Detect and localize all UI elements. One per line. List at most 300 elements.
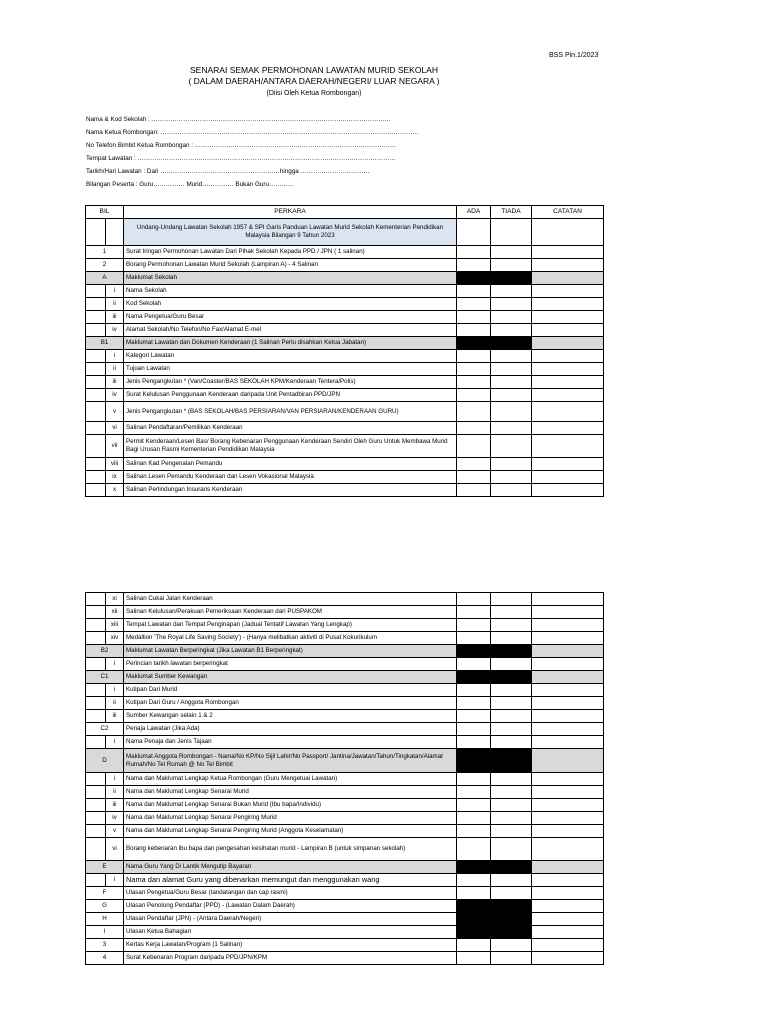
catatan-cell[interactable] bbox=[532, 458, 604, 471]
row-sub-number: ix bbox=[106, 471, 124, 484]
row-perkara: Kertas Kerja Lawatan/Program (1 Salinan) bbox=[124, 939, 457, 952]
catatan-cell[interactable] bbox=[532, 619, 604, 632]
table-row bbox=[86, 471, 604, 484]
table-row bbox=[86, 939, 604, 952]
ada-checkbox[interactable] bbox=[457, 259, 491, 272]
row-perkara: Maklumat Sekolah bbox=[124, 272, 457, 285]
catatan-cell[interactable] bbox=[532, 926, 604, 939]
row-bil bbox=[86, 736, 106, 749]
table-row bbox=[86, 389, 604, 402]
table-row bbox=[86, 337, 604, 350]
table-row bbox=[86, 786, 604, 799]
ada-checkbox[interactable] bbox=[457, 606, 491, 619]
ada-checkbox[interactable] bbox=[457, 658, 491, 671]
row-perkara: Undang-Undang Lawatan Sekolah 1957 & SPI Garis Panduan Lawatan Murid Sekolah Kementerian Pendidikan Malaysia Bilangan 9 Tahun 2023 bbox=[124, 219, 457, 246]
row-bil bbox=[86, 812, 106, 825]
tiada-checkbox[interactable] bbox=[491, 593, 532, 606]
row-sub-number: xiii bbox=[106, 619, 124, 632]
row-perkara: Penaja Lawatan (Jika Ada) bbox=[124, 723, 457, 736]
catatan-cell[interactable] bbox=[532, 697, 604, 710]
row-perkara: Ulasan Pengetua/Guru Besar (tandatangan dan cap rasmi) bbox=[124, 887, 457, 900]
ada-checkbox[interactable] bbox=[457, 376, 491, 389]
row-sub-number: i bbox=[106, 773, 124, 786]
row-perkara: Salinan Pendaftaran/Pemilikan Kenderaan bbox=[124, 422, 457, 435]
tiada-checkbox[interactable] bbox=[491, 632, 532, 645]
row-perkara: Nama Sekolah bbox=[124, 285, 457, 298]
table-row bbox=[86, 799, 604, 812]
row-sub-number: v bbox=[106, 402, 124, 422]
tiada-checkbox[interactable] bbox=[491, 939, 532, 952]
row-perkara: Surat Iringan Permohonan Lawatan Dari Pihak Sekolah Kepada PPD / JPN ( 1 salinan) bbox=[124, 246, 457, 259]
ada-checkbox[interactable] bbox=[457, 363, 491, 376]
catatan-cell[interactable] bbox=[532, 838, 604, 861]
tiada-checkbox[interactable] bbox=[491, 838, 532, 861]
header-tiada: TIADA bbox=[491, 206, 532, 219]
catatan-cell[interactable] bbox=[532, 389, 604, 402]
row-bil bbox=[86, 773, 106, 786]
row-perkara: Jenis Pengangkutan * (BAS SEKOLAH/BAS PERSIARAN/VAN PERSIARAN/KENDERAAN GURU) bbox=[124, 402, 457, 422]
row-perkara: Kutipan Dari Guru / Anggota Rombongan bbox=[124, 697, 457, 710]
catatan-cell[interactable] bbox=[532, 593, 604, 606]
row-bil bbox=[86, 324, 106, 337]
table-row bbox=[86, 593, 604, 606]
catatan-cell[interactable] bbox=[532, 710, 604, 723]
row-perkara: Tujuan Lawatan bbox=[124, 363, 457, 376]
table-row bbox=[86, 422, 604, 435]
row-sub-number: vi bbox=[106, 838, 124, 861]
ada-checkbox[interactable] bbox=[457, 887, 491, 900]
row-sub-number: i bbox=[106, 684, 124, 697]
row-sub-number: i bbox=[106, 658, 124, 671]
info-leader: Nama Ketua Rombongan: …………………………………………………………………………………………………………… bbox=[86, 129, 419, 136]
row-perkara: Maklumat Lawatan Berperingkat (Jika Lawatan B1 Berperingkat) bbox=[124, 645, 457, 658]
table-row bbox=[86, 402, 604, 422]
table-row bbox=[86, 350, 604, 363]
ada-checkbox[interactable] bbox=[457, 402, 491, 422]
row-bil bbox=[86, 710, 106, 723]
ada-checkbox[interactable] bbox=[457, 786, 491, 799]
catatan-cell[interactable] bbox=[532, 952, 604, 965]
tiada-checkbox[interactable] bbox=[491, 697, 532, 710]
catatan-cell[interactable] bbox=[532, 350, 604, 363]
row-bil: 1 bbox=[86, 246, 124, 259]
row-perkara: Salinan Kad Pengenalan Pemandu bbox=[124, 458, 457, 471]
tiada-checkbox bbox=[491, 900, 532, 913]
catatan-cell[interactable] bbox=[532, 422, 604, 435]
tiada-checkbox[interactable] bbox=[491, 363, 532, 376]
row-bil bbox=[86, 619, 106, 632]
catatan-cell[interactable] bbox=[532, 285, 604, 298]
row-sub-number: xiv bbox=[106, 632, 124, 645]
form-title: SENARAI SEMAK PERMOHONAN LAWATAN MURID SEKOLAH bbox=[190, 65, 438, 75]
row-sub-number: i bbox=[106, 874, 124, 887]
table-row bbox=[86, 458, 604, 471]
ada-checkbox bbox=[457, 671, 491, 684]
info-participants: Bilangan Peserta : Guru…………… Murid…………… Bukan Guru………… bbox=[86, 181, 295, 188]
row-perkara: Nama dan alamat Guru yang dibenarkan memungut dan menggunakan wang bbox=[124, 874, 457, 887]
form-reference: BSS Pin.1/2023 bbox=[549, 52, 599, 59]
info-place: Tempat Lawatan : …………………………………………………………………………………………………………… bbox=[86, 155, 396, 162]
ada-checkbox[interactable] bbox=[457, 632, 491, 645]
row-perkara: Nama Guru Yang Di Lantik Mengutip Bayaran bbox=[124, 861, 457, 874]
ada-checkbox[interactable] bbox=[457, 471, 491, 484]
catatan-cell[interactable] bbox=[532, 402, 604, 422]
table-row bbox=[86, 311, 604, 324]
row-bil bbox=[86, 376, 106, 389]
row-perkara: Maklumat Lawatan dan Dokumen Kenderaan (1 Salinan Perlu disahkan Ketua Jabatan) bbox=[124, 337, 457, 350]
row-sub-number: i bbox=[106, 736, 124, 749]
ada-checkbox[interactable] bbox=[457, 952, 491, 965]
row-sub-number: ii bbox=[106, 697, 124, 710]
row-bil bbox=[86, 825, 106, 838]
ada-checkbox[interactable] bbox=[457, 458, 491, 471]
row-bil bbox=[86, 402, 106, 422]
row-bil bbox=[86, 799, 106, 812]
row-sub-number: ii bbox=[106, 363, 124, 376]
row-perkara: Salinan Lesen Pemandu Kenderaan dan Lesen Vokasional Malaysia bbox=[124, 471, 457, 484]
row-perkara: Perincian tarikh lawatan berperingkat bbox=[124, 658, 457, 671]
row-perkara: Sumber Kewangan selain 1 & 2 bbox=[124, 710, 457, 723]
catatan-cell[interactable] bbox=[532, 435, 604, 458]
row-sub-number: xii bbox=[106, 606, 124, 619]
tiada-checkbox[interactable] bbox=[491, 658, 532, 671]
catatan-cell[interactable] bbox=[532, 471, 604, 484]
catatan-cell[interactable] bbox=[532, 219, 604, 246]
table-row bbox=[86, 773, 604, 786]
tiada-checkbox[interactable] bbox=[491, 324, 532, 337]
catatan-cell[interactable] bbox=[532, 671, 604, 684]
ada-checkbox[interactable] bbox=[457, 298, 491, 311]
row-bil: C1 bbox=[86, 671, 124, 684]
catatan-cell[interactable] bbox=[532, 632, 604, 645]
row-sub-number: ii bbox=[106, 786, 124, 799]
ada-checkbox[interactable] bbox=[457, 825, 491, 838]
row-perkara: Maklumat Sumber Kewangan bbox=[124, 671, 457, 684]
table-row bbox=[86, 376, 604, 389]
ada-checkbox[interactable] bbox=[457, 939, 491, 952]
tiada-checkbox[interactable] bbox=[491, 458, 532, 471]
ada-checkbox[interactable] bbox=[457, 593, 491, 606]
tiada-checkbox bbox=[491, 913, 532, 926]
row-bil bbox=[86, 786, 106, 799]
table-row bbox=[86, 272, 604, 285]
ada-checkbox[interactable] bbox=[457, 246, 491, 259]
catatan-cell[interactable] bbox=[532, 874, 604, 887]
info-phone: No Telefon Bimbit Ketua Rombongan : …………………………………………………………………………………… bbox=[86, 142, 397, 149]
catatan-cell[interactable] bbox=[532, 246, 604, 259]
tiada-checkbox[interactable] bbox=[491, 389, 532, 402]
row-bil bbox=[86, 219, 106, 246]
row-perkara: Nama Pengetua/Guru Besar bbox=[124, 311, 457, 324]
tiada-checkbox[interactable] bbox=[491, 606, 532, 619]
row-bil: E bbox=[86, 861, 124, 874]
checklist-table-2 bbox=[85, 592, 604, 965]
row-bil bbox=[86, 350, 106, 363]
tiada-checkbox[interactable] bbox=[491, 435, 532, 458]
row-bil: B2 bbox=[86, 645, 124, 658]
table-row bbox=[86, 298, 604, 311]
tiada-checkbox[interactable] bbox=[491, 952, 532, 965]
tiada-checkbox[interactable] bbox=[491, 799, 532, 812]
tiada-checkbox[interactable] bbox=[491, 812, 532, 825]
table-row bbox=[86, 259, 604, 272]
row-perkara: Nama dan Maklumat Lengkap Ketua Rombongan (Guru Mengetuai Lawatan) bbox=[124, 773, 457, 786]
catatan-cell[interactable] bbox=[532, 913, 604, 926]
tiada-checkbox[interactable] bbox=[491, 723, 532, 736]
table-row bbox=[86, 324, 604, 337]
tiada-checkbox[interactable] bbox=[491, 736, 532, 749]
row-perkara: Ulasan Penolong Pendaftar (PPD) - (Lawatan Dalam Daerah) bbox=[124, 900, 457, 913]
tiada-checkbox[interactable] bbox=[491, 350, 532, 363]
catatan-cell[interactable] bbox=[532, 311, 604, 324]
tiada-checkbox[interactable] bbox=[491, 471, 532, 484]
info-date: Tarikh/Hari Lawatan : Dari …………………………………………………hingga …………………………… bbox=[86, 168, 370, 175]
catatan-cell[interactable] bbox=[532, 645, 604, 658]
table-row bbox=[86, 219, 604, 246]
row-bil bbox=[86, 593, 106, 606]
table-row bbox=[86, 684, 604, 697]
table-row bbox=[86, 632, 604, 645]
table-row bbox=[86, 619, 604, 632]
table-row bbox=[86, 812, 604, 825]
ada-checkbox[interactable] bbox=[457, 484, 491, 497]
catatan-cell[interactable] bbox=[532, 658, 604, 671]
row-bil: G bbox=[86, 900, 124, 913]
table-row bbox=[86, 645, 604, 658]
ada-checkbox bbox=[457, 337, 491, 350]
table-row bbox=[86, 861, 604, 874]
row-bil: A bbox=[86, 272, 124, 285]
tiada-checkbox[interactable] bbox=[491, 246, 532, 259]
row-bil bbox=[86, 298, 106, 311]
ada-checkbox[interactable] bbox=[457, 219, 491, 246]
ada-checkbox[interactable] bbox=[457, 422, 491, 435]
row-perkara: Borang Permohonan Lawatan Murid Sekolah (Lampiran A) - 4 Salinan bbox=[124, 259, 457, 272]
row-bil bbox=[86, 606, 106, 619]
tiada-checkbox[interactable] bbox=[491, 219, 532, 246]
ada-checkbox[interactable] bbox=[457, 874, 491, 887]
catatan-cell[interactable] bbox=[532, 684, 604, 697]
tiada-checkbox[interactable] bbox=[491, 684, 532, 697]
row-bil bbox=[86, 874, 106, 887]
ada-checkbox[interactable] bbox=[457, 285, 491, 298]
ada-checkbox[interactable] bbox=[457, 710, 491, 723]
ada-checkbox bbox=[457, 749, 491, 773]
table-row bbox=[86, 887, 604, 900]
catatan-cell[interactable] bbox=[532, 939, 604, 952]
catatan-cell[interactable] bbox=[532, 298, 604, 311]
ada-checkbox[interactable] bbox=[457, 697, 491, 710]
row-perkara: Jenis Pengangkutan * (Van/Coaster/BAS SEKOLAH KPM/Kenderaan Tentera/Polis) bbox=[124, 376, 457, 389]
header-bil: BIL bbox=[86, 206, 124, 219]
tiada-checkbox[interactable] bbox=[491, 259, 532, 272]
catatan-cell[interactable] bbox=[532, 337, 604, 350]
table-row bbox=[86, 363, 604, 376]
tiada-checkbox[interactable] bbox=[491, 311, 532, 324]
table-row bbox=[86, 874, 604, 887]
ada-checkbox bbox=[457, 645, 491, 658]
catatan-cell[interactable] bbox=[532, 736, 604, 749]
catatan-cell[interactable] bbox=[532, 606, 604, 619]
table-row bbox=[86, 825, 604, 838]
ada-checkbox[interactable] bbox=[457, 773, 491, 786]
row-bil bbox=[86, 632, 106, 645]
catatan-cell[interactable] bbox=[532, 786, 604, 799]
row-bil bbox=[86, 285, 106, 298]
row-sub-number: ii bbox=[106, 298, 124, 311]
catatan-cell[interactable] bbox=[532, 861, 604, 874]
table-row bbox=[86, 671, 604, 684]
ada-checkbox bbox=[457, 900, 491, 913]
tiada-checkbox[interactable] bbox=[491, 298, 532, 311]
catatan-cell[interactable] bbox=[532, 900, 604, 913]
row-perkara: Ulasan Ketua Bahagian bbox=[124, 926, 457, 939]
row-sub-number: vii bbox=[106, 435, 124, 458]
ada-checkbox bbox=[457, 272, 491, 285]
row-sub-number: viii bbox=[106, 458, 124, 471]
tiada-checkbox[interactable] bbox=[491, 285, 532, 298]
tiada-checkbox bbox=[491, 645, 532, 658]
row-sub-number: iv bbox=[106, 389, 124, 402]
ada-checkbox[interactable] bbox=[457, 812, 491, 825]
tiada-checkbox bbox=[491, 861, 532, 874]
tiada-checkbox bbox=[491, 272, 532, 285]
tiada-checkbox bbox=[491, 671, 532, 684]
catatan-cell[interactable] bbox=[532, 723, 604, 736]
table-row bbox=[86, 246, 604, 259]
row-perkara: Kutipan Dari Murid bbox=[124, 684, 457, 697]
row-bil: 3 bbox=[86, 939, 124, 952]
table-row bbox=[86, 606, 604, 619]
row-bil bbox=[86, 838, 106, 861]
row-sub-number: xi bbox=[106, 593, 124, 606]
tiada-checkbox bbox=[491, 749, 532, 773]
tiada-checkbox[interactable] bbox=[491, 484, 532, 497]
row-perkara: Salinan Kelulusan/Perakuan Pemeriksaan Kenderaan dari PUSPAKOM bbox=[124, 606, 457, 619]
table-row bbox=[86, 435, 604, 458]
ada-checkbox[interactable] bbox=[457, 350, 491, 363]
row-sub-number: iii bbox=[106, 311, 124, 324]
tiada-checkbox[interactable] bbox=[491, 773, 532, 786]
catatan-cell[interactable] bbox=[532, 259, 604, 272]
tiada-checkbox[interactable] bbox=[491, 422, 532, 435]
row-bil bbox=[86, 435, 106, 458]
row-bil bbox=[86, 484, 106, 497]
catatan-cell[interactable] bbox=[532, 363, 604, 376]
catatan-cell[interactable] bbox=[532, 272, 604, 285]
ada-checkbox[interactable] bbox=[457, 324, 491, 337]
ada-checkbox[interactable] bbox=[457, 435, 491, 458]
row-sub-number: iii bbox=[106, 376, 124, 389]
row-bil: H bbox=[86, 913, 124, 926]
tiada-checkbox[interactable] bbox=[491, 786, 532, 799]
ada-checkbox[interactable] bbox=[457, 619, 491, 632]
tiada-checkbox[interactable] bbox=[491, 619, 532, 632]
tiada-checkbox[interactable] bbox=[491, 825, 532, 838]
row-sub-number: v bbox=[106, 825, 124, 838]
table-row bbox=[86, 749, 604, 773]
row-bil bbox=[86, 471, 106, 484]
tiada-checkbox[interactable] bbox=[491, 710, 532, 723]
row-bil: C2 bbox=[86, 723, 124, 736]
tiada-checkbox bbox=[491, 337, 532, 350]
row-perkara: Permit Kenderaan/Lesen Bas/ Borang Kebenaran Penggunaan Kenderaan Sendiri Oleh Guru Untuk Membawa Murid Bagi Urusan Rasmi Kementerian Pendidikan Malaysia bbox=[124, 435, 457, 458]
tiada-checkbox[interactable] bbox=[491, 376, 532, 389]
catatan-cell[interactable] bbox=[532, 887, 604, 900]
table-row bbox=[86, 900, 604, 913]
row-bil: B1 bbox=[86, 337, 124, 350]
ada-checkbox[interactable] bbox=[457, 684, 491, 697]
row-perkara: Kod Sekolah bbox=[124, 298, 457, 311]
row-sub-number: iii bbox=[106, 710, 124, 723]
table-row bbox=[86, 658, 604, 671]
row-sub-number: iv bbox=[106, 812, 124, 825]
row-sub bbox=[106, 219, 124, 246]
catatan-cell[interactable] bbox=[532, 773, 604, 786]
table-row bbox=[86, 838, 604, 861]
catatan-cell[interactable] bbox=[532, 749, 604, 773]
row-bil bbox=[86, 422, 106, 435]
row-bil bbox=[86, 363, 106, 376]
ada-checkbox[interactable] bbox=[457, 389, 491, 402]
catatan-cell[interactable] bbox=[532, 484, 604, 497]
header-ada: ADA bbox=[457, 206, 491, 219]
catatan-cell[interactable] bbox=[532, 799, 604, 812]
row-bil bbox=[86, 389, 106, 402]
table-row bbox=[86, 926, 604, 939]
info-school: Nama & Kod Sekolah : …………………………………………………………………………………………………… bbox=[86, 116, 391, 123]
row-perkara: Kategori Lawatan bbox=[124, 350, 457, 363]
catatan-cell[interactable] bbox=[532, 376, 604, 389]
row-sub-number: vi bbox=[106, 422, 124, 435]
row-perkara: Nama dan Maklumat Lengkap Senarai Pengiring Murid (Anggota Keselamatan) bbox=[124, 825, 457, 838]
table-row bbox=[86, 697, 604, 710]
catatan-cell[interactable] bbox=[532, 812, 604, 825]
row-bil: D bbox=[86, 749, 124, 773]
ada-checkbox[interactable] bbox=[457, 838, 491, 861]
ada-checkbox[interactable] bbox=[457, 311, 491, 324]
tiada-checkbox[interactable] bbox=[491, 402, 532, 422]
row-bil: 4 bbox=[86, 952, 124, 965]
catatan-cell[interactable] bbox=[532, 825, 604, 838]
tiada-checkbox[interactable] bbox=[491, 874, 532, 887]
row-perkara: Medallion 'The Royal Life Saving Society') - (Hanya melibatkan aktiviti di Pusat Kokurikulum bbox=[124, 632, 457, 645]
tiada-checkbox bbox=[491, 926, 532, 939]
row-perkara: Salinan Perlindungan Insurans Kenderaan bbox=[124, 484, 457, 497]
row-sub-number: x bbox=[106, 484, 124, 497]
row-bil: 2 bbox=[86, 259, 124, 272]
ada-checkbox bbox=[457, 926, 491, 939]
ada-checkbox[interactable] bbox=[457, 799, 491, 812]
table-row bbox=[86, 710, 604, 723]
table-row bbox=[86, 913, 604, 926]
ada-checkbox[interactable] bbox=[457, 723, 491, 736]
row-perkara: Tempat Lawatan dan Tempat Penginapan (Jadual Tentatif Lawatan Yang Lengkap) bbox=[124, 619, 457, 632]
row-bil bbox=[86, 458, 106, 471]
form-subtitle: ( DALAM DAERAH/ANTARA DAERAH/NEGERI/ LUAR NEGARA ) bbox=[188, 76, 440, 86]
row-perkara: Nama Penaja dan Jenis Tajaan bbox=[124, 736, 457, 749]
catatan-cell[interactable] bbox=[532, 324, 604, 337]
row-sub-number: iii bbox=[106, 799, 124, 812]
ada-checkbox bbox=[457, 913, 491, 926]
ada-checkbox[interactable] bbox=[457, 736, 491, 749]
table-row bbox=[86, 723, 604, 736]
tiada-checkbox[interactable] bbox=[491, 887, 532, 900]
ada-checkbox bbox=[457, 861, 491, 874]
row-perkara: Borang kebenaran ibu bapa dan pengesahan kesihatan murid - Lampiran B (untuk simpanan sekolah) bbox=[124, 838, 457, 861]
row-bil bbox=[86, 658, 106, 671]
row-bil: I bbox=[86, 926, 124, 939]
